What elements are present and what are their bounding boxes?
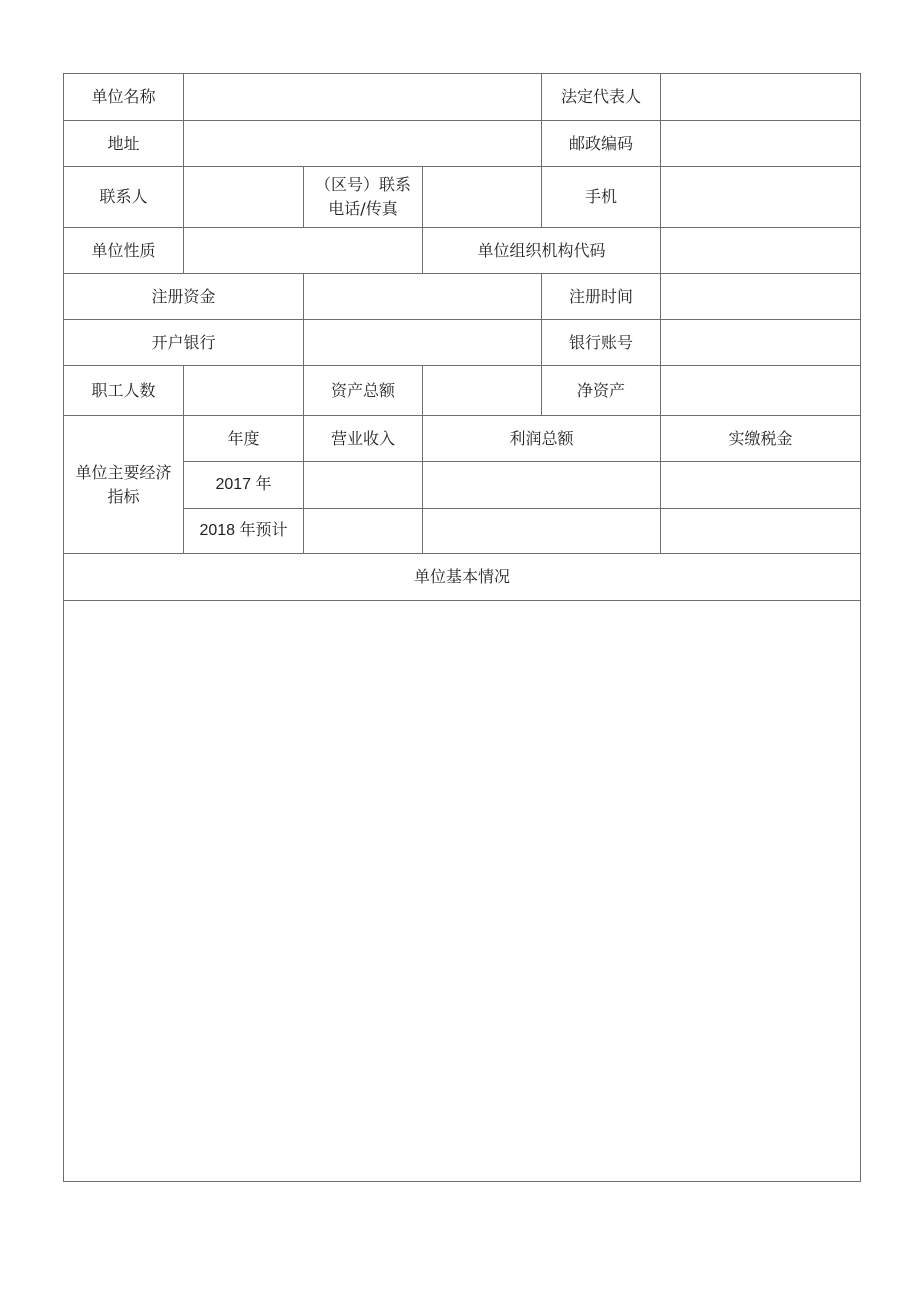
basic-info-heading: 单位基本情况 <box>64 554 861 601</box>
bank-account-field[interactable] <box>661 320 861 366</box>
total-assets-field[interactable] <box>423 366 542 416</box>
contact-label: 联系人 <box>64 167 184 228</box>
economic-indicators-label-line1: 单位主要经济 <box>75 462 172 482</box>
year-2018-label: 2018 年预计 <box>184 509 304 554</box>
unit-name-label: 单位名称 <box>64 74 184 121</box>
phone-fax-label <box>304 167 423 228</box>
revenue-2017-field[interactable] <box>304 462 423 509</box>
total-profit-header: 利润总额 <box>423 416 661 462</box>
mobile-label: 手机 <box>542 167 661 228</box>
contact-field[interactable] <box>184 167 304 228</box>
unit-info-form <box>63 73 861 1182</box>
basic-info-content-area[interactable] <box>64 601 861 1182</box>
total-assets-label: 资产总额 <box>304 366 423 416</box>
year-header: 年度 <box>184 416 304 462</box>
phone-fax-label-line2: 电话/传真 <box>328 199 398 218</box>
taxes-paid-2018-field[interactable] <box>661 509 861 554</box>
unit-nature-field[interactable] <box>184 228 423 274</box>
registered-capital-field[interactable] <box>304 274 542 320</box>
employees-label: 职工人数 <box>64 366 184 416</box>
revenue-header: 营业收入 <box>304 416 423 462</box>
postal-code-field[interactable] <box>661 121 861 167</box>
org-code-label: 单位组织机构代码 <box>423 228 661 274</box>
net-assets-label: 净资产 <box>542 366 661 416</box>
employees-field[interactable] <box>184 366 304 416</box>
bank-account-label: 银行账号 <box>542 320 661 366</box>
bank-label: 开户银行 <box>64 320 304 366</box>
mobile-field[interactable] <box>661 167 861 228</box>
registration-time-field[interactable] <box>661 274 861 320</box>
registered-capital-label: 注册资金 <box>64 274 304 320</box>
postal-code-label: 邮政编码 <box>542 121 661 167</box>
registration-time-label: 注册时间 <box>542 274 661 320</box>
net-assets-field[interactable] <box>661 366 861 416</box>
economic-indicators-label-line2: 指标 <box>107 486 140 506</box>
address-field[interactable] <box>184 121 542 167</box>
taxes-paid-2017-field[interactable] <box>661 462 861 509</box>
economic-indicators-label <box>64 416 184 554</box>
legal-rep-label: 法定代表人 <box>542 74 661 121</box>
total-profit-2018-field[interactable] <box>423 509 661 554</box>
phone-fax-field[interactable] <box>423 167 542 228</box>
taxes-paid-header: 实缴税金 <box>661 416 861 462</box>
year-2017-label: 2017 年 <box>184 462 304 509</box>
total-profit-2017-field[interactable] <box>423 462 661 509</box>
address-label: 地址 <box>64 121 184 167</box>
legal-rep-field[interactable] <box>661 74 861 121</box>
bank-field[interactable] <box>304 320 542 366</box>
org-code-field[interactable] <box>661 228 861 274</box>
phone-fax-label-line1: （区号）联系 <box>314 175 411 194</box>
unit-name-field[interactable] <box>184 74 542 121</box>
unit-nature-label: 单位性质 <box>64 228 184 274</box>
revenue-2018-field[interactable] <box>304 509 423 554</box>
